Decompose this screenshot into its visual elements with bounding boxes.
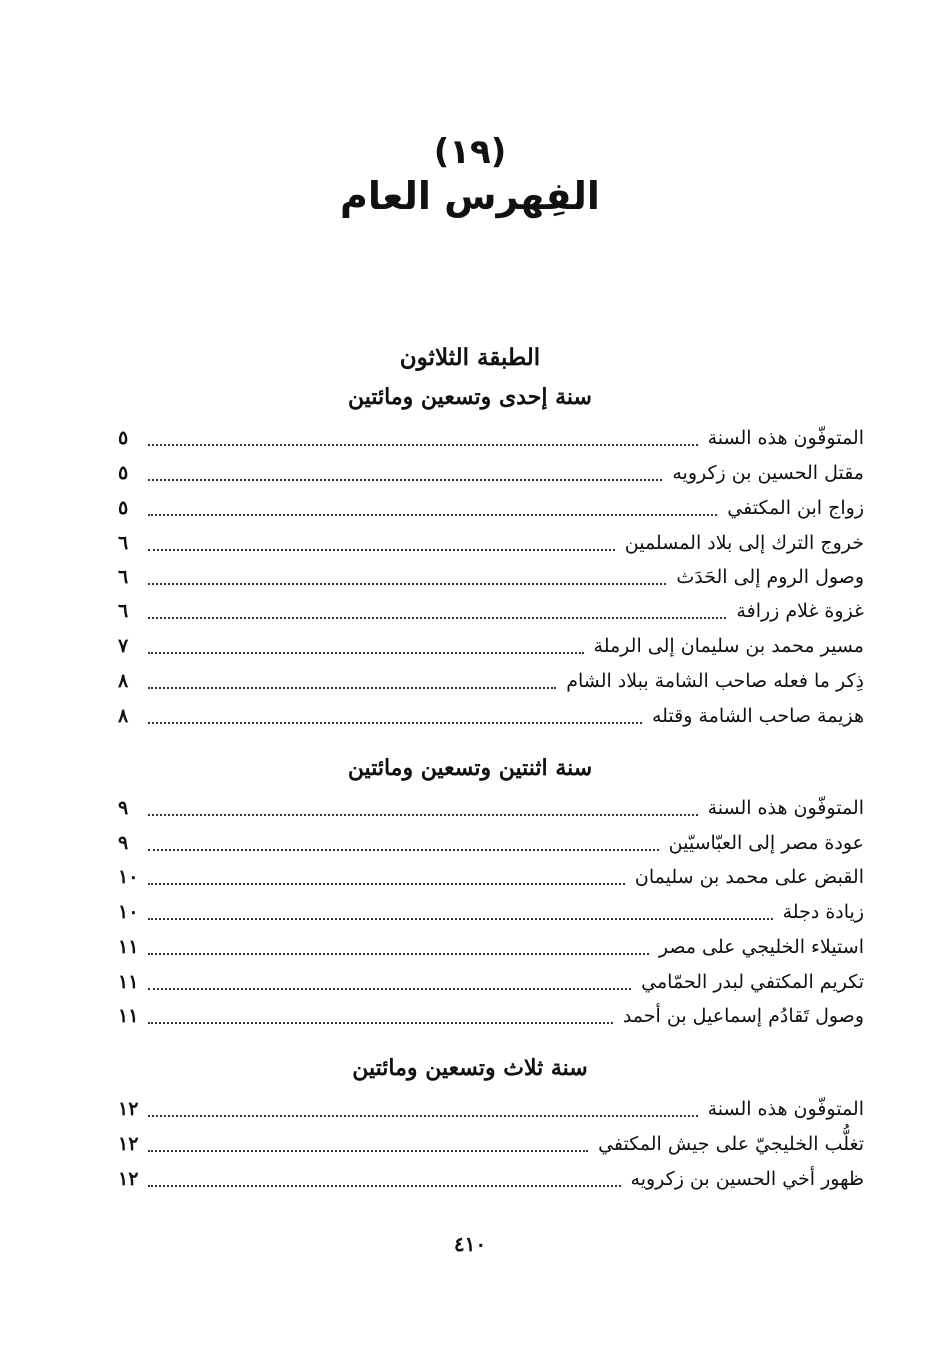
index-entry [118,705,864,735]
dot-leader [148,953,648,955]
entry-page: ٩ [118,797,129,819]
index-entry [118,866,864,896]
index-entry [118,427,864,457]
entry-title: وصول تَقادُم إسماعيل بن أحمد [622,1005,864,1027]
entry-title: عودة مصر إلى العبّاسيّين [668,832,864,854]
entry-page: ٥ [118,462,129,484]
entry-title: تغلُّب الخليجيّ على جيش المكتفي [598,1133,864,1155]
page-number: ٤١٠ [453,1232,487,1256]
dot-leader [148,479,662,481]
index-entry [118,462,864,492]
entry-title: زيادة دجلة [782,901,864,923]
index-entry [118,635,864,665]
dot-leader [148,722,642,724]
entry-page: ١٢ [118,1098,139,1120]
index-entry [118,532,864,562]
dot-leader [148,549,615,551]
index-entry [118,901,864,931]
dot-leader [148,1150,588,1152]
entry-page: ١٠ [118,866,139,888]
entry-page: ١١ [118,971,139,993]
index-entry [118,600,864,630]
entry-page: ٨ [118,705,129,727]
entry-title: المتوفّون هذه السنة [707,427,864,449]
entry-page: ١١ [118,936,139,958]
entry-title: مقتل الحسين بن زكرويه [672,462,864,484]
entry-title: هزيمة صاحب الشامة وقتله [651,705,864,727]
entry-title: زواج ابن المكتفي [727,497,864,519]
index-entry [118,971,864,1001]
entry-page: ٦ [118,566,129,588]
entry-title: ظهور أخي الحسين بن زكرويه [630,1168,864,1190]
index-entry [118,670,864,700]
index-entry [118,1098,864,1128]
entry-title: وصول الروم إلى الحَدَث [676,566,864,588]
entry-title: تكريم المكتفي لبدر الحمّامي [641,971,864,993]
entry-page: ١٠ [118,901,139,923]
entry-page: ١٢ [118,1168,139,1190]
entry-title: خروج الترك إلى بلاد المسلمين [624,532,864,554]
entry-title: مسير محمد بن سليمان إلى الرملة [593,635,864,657]
tier-title: الطبقة الثلاثون [399,344,541,371]
dot-leader [148,652,584,654]
section-heading: سنة ثلاث وتسعين ومائتين [352,1055,588,1081]
dot-leader [148,849,659,851]
dot-leader [148,1185,620,1187]
entry-page: ٧ [118,635,129,657]
dot-leader [148,617,726,619]
entry-title: القبض على محمد بن سليمان [634,866,864,888]
dot-leader [148,444,698,446]
index-entry [118,797,864,827]
entry-page: ٦ [118,600,129,622]
section-heading: سنة اثنتين وتسعين ومائتين [347,755,593,781]
entry-page: ١١ [118,1005,139,1027]
dot-leader [148,814,698,816]
index-entry [118,566,864,596]
entry-page: ٨ [118,670,129,692]
index-entry [118,1168,864,1198]
entry-title: المتوفّون هذه السنة [707,797,864,819]
entry-page: ٦ [118,532,129,554]
index-entry [118,1005,864,1035]
index-entry [118,936,864,966]
chapter-number: (١٩) [433,132,507,172]
entry-page: ٥ [118,497,129,519]
index-entry [118,832,864,862]
dot-leader [148,583,666,585]
index-entry [118,497,864,527]
index-entry [118,1133,864,1163]
dot-leader [148,988,631,990]
dot-leader [148,883,624,885]
entry-page: ٥ [118,427,129,449]
dot-leader [148,1115,697,1117]
dot-leader [148,514,717,516]
dot-leader [148,918,772,920]
entry-title: المتوفّون هذه السنة [707,1098,864,1120]
dot-leader [148,1022,612,1024]
entry-page: ١٢ [118,1133,139,1155]
section-heading: سنة إحدى وتسعين ومائتين [348,384,592,410]
entry-title: غزوة غلام زرافة [736,600,864,622]
chapter-title: الفِهرس العام [340,174,600,218]
dot-leader [148,687,556,689]
entry-title: ذِكر ما فعله صاحب الشامة ببلاد الشام [566,670,864,692]
entry-page: ٩ [118,832,129,854]
entry-title: استيلاء الخليجي على مصر [658,936,864,958]
